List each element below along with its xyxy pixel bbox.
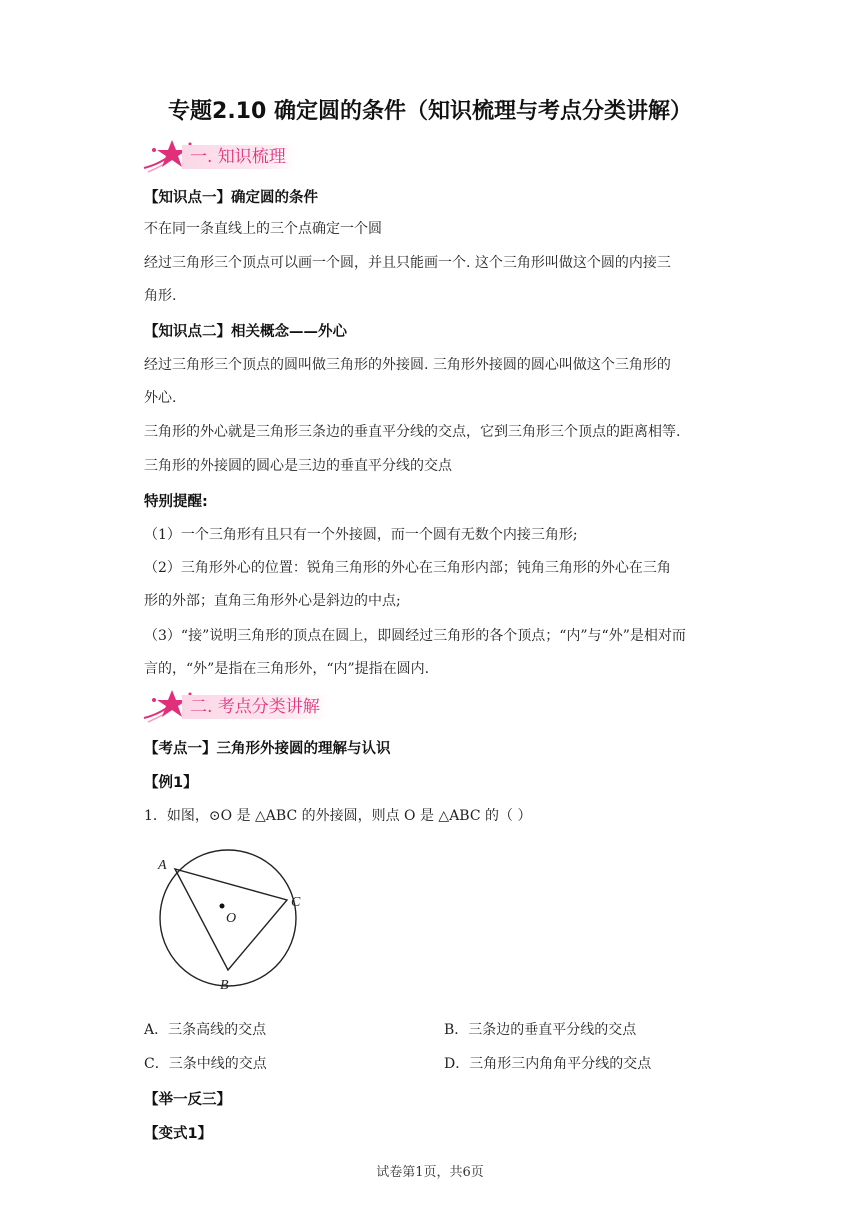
text-line: 三角形的外心就是三角形三条边的垂直平分线的交点，它到三角形三个顶点的距离相等. [144,424,681,440]
text-line: 经过三角形三个顶点可以画一个圆，并且只能画一个. 这个三角形叫做这个圆的内接三 [144,255,671,271]
practice-heading: 【举一反三】 [144,1092,231,1108]
example-label: 【例1】 [144,775,198,791]
text-line: 不在同一条直线上的三个点确定一个圆 [144,221,382,237]
text-line: 言的，“外”是指在三角形外，“内”提指在圆内. [144,661,430,677]
text-line: 外心. [144,390,177,406]
section-label: 一. 知识梳理 [182,145,296,169]
text-line: （3）“接”说明三角形的顶点在圆上，即圆经过三角形的各个顶点；“内”与“外”是相对而 [144,628,686,644]
text-line: 角形. [144,288,177,304]
section-banner-exam-points [142,686,342,726]
vertex-label-a: A [158,858,167,873]
text-line: （1）一个三角形有且只有一个外接圆，而一个圆有无数个内接三角形; [144,527,578,543]
vertex-label-c: C [291,895,301,910]
vertex-label-b: B [220,978,229,993]
exam-point-1-heading: 【考点一】三角形外接圆的理解与认识 [144,741,391,757]
variant-1-label: 【变式1】 [144,1126,213,1142]
knowledge-point-2-heading: 【知识点二】相关概念——外心 [144,324,347,340]
text-line: （2）三角形外心的位置：锐角三角形的外心在三角形内部；钝角三角形的外心在三角 [144,560,671,576]
center-label-o: O [226,911,237,926]
choice-d: D．三角形三内角角平分线的交点 [444,1056,652,1072]
center-point-o [220,904,225,909]
section-label: 二. 考点分类讲解 [182,695,330,719]
text-line: 形的外部；直角三角形外心是斜边的中点; [144,593,401,609]
circumcircle-figure [152,848,312,998]
section-banner-knowledge [142,136,342,176]
question-text: 1．如图，⊙O 是 △ABC 的外接圆，则点 O 是 △ABC 的（ ） [144,808,532,824]
text-line: 三角形的外接圆的圆心是三边的垂直平分线的交点 [144,458,452,474]
text-line: 经过三角形三个顶点的圆叫做三角形的外接圆. 三角形外接圆的圆心叫做这个三角形的 [144,357,671,373]
choice-b: B．三条边的垂直平分线的交点 [444,1022,637,1038]
page-footer: 试卷第1页，共6页 [376,1165,484,1180]
knowledge-point-1-heading: 【知识点一】确定圆的条件 [144,190,318,206]
page-title: 专题2.10 确定圆的条件（知识梳理与考点分类讲解） [168,99,692,124]
special-reminder-heading: 特别提醒: [144,494,208,510]
choice-c: C．三条中线的交点 [144,1056,267,1072]
choice-a: A．三条高线的交点 [144,1022,267,1038]
